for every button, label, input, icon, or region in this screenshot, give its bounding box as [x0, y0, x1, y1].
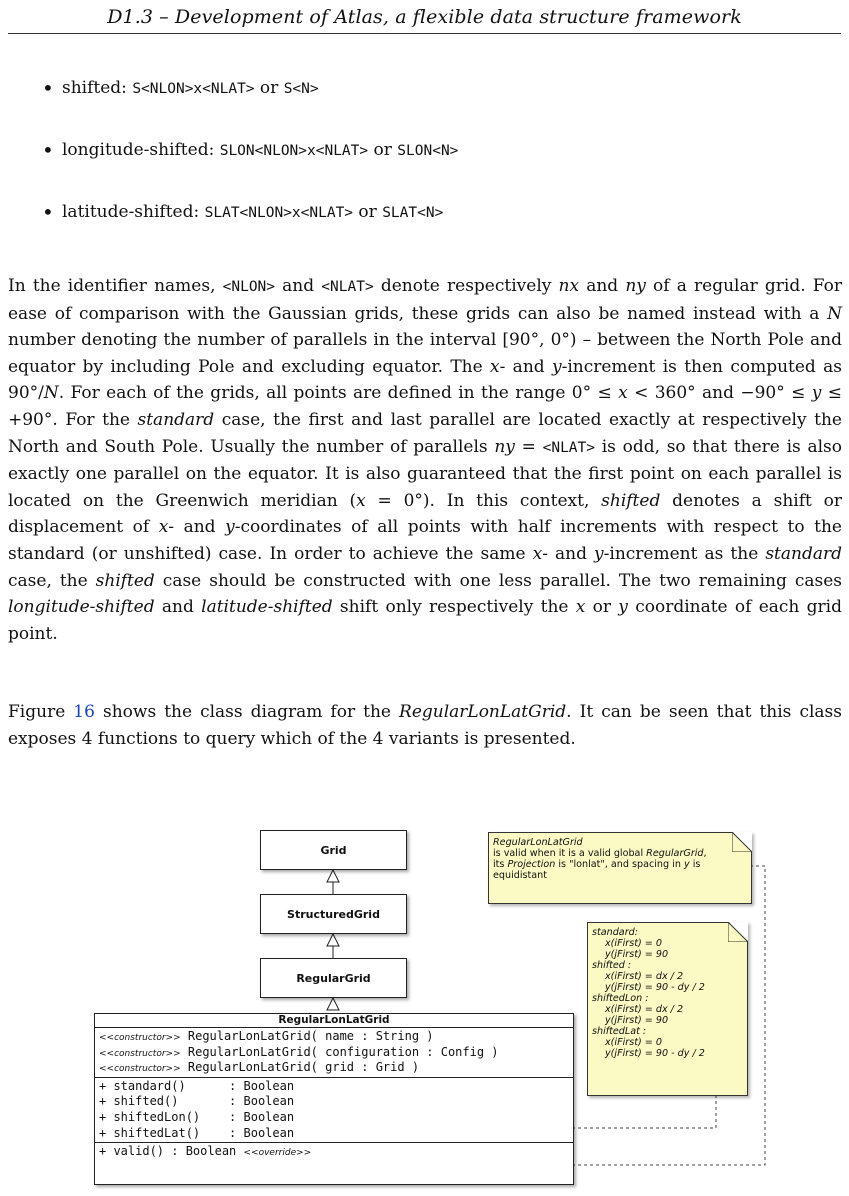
note-text-run: equidistant: [493, 870, 547, 881]
note-emphasis: Projection: [507, 859, 556, 870]
text-run: coordinate of each grid point.: [8, 597, 843, 644]
text-run: -increment is then computed as 90°/: [8, 356, 842, 404]
uml-class-structuredgrid: StructuredGrid: [260, 894, 407, 934]
constructor-row: [99, 1029, 573, 1045]
bullet-code: S<NLON>x<NLAT>: [132, 81, 255, 97]
note-line: x(iFirst) = dx / 2: [605, 1004, 684, 1015]
text-run: is odd, so that there is also exactly one parallel on the equator. It is also guaranteed that the first point on each parallel is located on the Greenwich meridian (: [8, 436, 842, 511]
math-var: x: [575, 597, 586, 618]
text-run: . For each of the grids, all points are defined in the range 0° ≤: [58, 383, 619, 404]
bullet-code: SLON<NLON>x<NLAT>: [219, 143, 369, 159]
constructor-row: [99, 1045, 573, 1061]
stereotype: <<constructor>>: [99, 1033, 181, 1043]
note-line: x(iFirst) = 0: [605, 938, 662, 949]
math-var: ny: [494, 436, 515, 457]
text-run: number denoting the number of parallels in the interval [90°, 0°) – between the North Pole and equator by including Pole and excluding equator. The: [8, 330, 842, 377]
bullet-sep: or: [254, 78, 284, 98]
text-run: shift only respectively the: [332, 597, 576, 618]
math-var: y: [811, 383, 822, 404]
note-text-run: is: [689, 859, 701, 870]
note-dogear-icon: [728, 922, 748, 942]
text-run: -coordinates of all points with half increments with respect to the standard (or unshifted) case. In order to achieve the same: [8, 517, 842, 564]
bullet-sep: or: [368, 140, 398, 160]
note-line: y(jFirst) = 90 - dy / 2: [605, 1048, 705, 1059]
inheritance-arrowhead: [327, 934, 339, 946]
inline-code: <NLAT>: [542, 439, 595, 456]
method-row: [99, 1144, 573, 1160]
class-name: RegularLonLatGrid: [95, 1014, 573, 1028]
text-run: denote respectively: [373, 276, 559, 296]
math-var: N: [43, 383, 59, 404]
override-section: [95, 1143, 573, 1161]
math-var: x: [356, 490, 366, 511]
note-heading: shifted :: [592, 960, 632, 971]
text-run: In the identifier names,: [8, 276, 223, 296]
text-run: = 0°). In this context,: [365, 490, 602, 511]
text-run: denotes a shift or displacement of: [8, 490, 843, 538]
inheritance-arrowhead: [327, 998, 339, 1010]
text-run: shows the class diagram for the: [94, 702, 400, 722]
note-text: [592, 927, 705, 1059]
note-heading: shiftedLat :: [592, 1026, 647, 1037]
math-var: x: [618, 383, 628, 404]
emphasis: longitude-shifted: [8, 597, 155, 618]
text-run: and: [154, 597, 202, 618]
figure-reference-link[interactable]: 16: [73, 702, 95, 722]
text-run: and: [579, 276, 626, 296]
text-run: ≤ +90°. For the: [8, 383, 843, 430]
signature: RegularLonLatGrid( configuration : Config ): [180, 1044, 499, 1059]
note-emphasis: y: [683, 859, 690, 870]
method-row: + shiftedLon() : Boolean: [99, 1109, 295, 1124]
math-var: y: [618, 597, 628, 618]
emphasis: shifted: [95, 570, 155, 591]
note-heading: shiftedLon :: [592, 993, 649, 1004]
text-run: of a regular grid. For ease of comparison with the Gaussian grids, these grids can also be named instead with a: [8, 276, 842, 324]
note-line: y(jFirst) = 90: [605, 1015, 669, 1026]
running-title: D1.3 – Development of Atlas, a flexible data structure framework: [107, 6, 742, 28]
uml-class-regulargrid: RegularGrid: [260, 958, 407, 998]
inline-code: <NLAT>: [321, 279, 374, 295]
emphasis: standard: [137, 409, 215, 430]
bullet-label: latitude-shifted:: [62, 202, 205, 222]
text-run: -increment as the: [603, 543, 766, 564]
math-var: x: [532, 543, 543, 564]
uml-class-grid: Grid: [260, 830, 407, 870]
math-var: ny: [625, 276, 646, 296]
math-var: y: [225, 517, 235, 538]
text-run: and: [275, 276, 322, 296]
math-var: x: [490, 356, 500, 377]
inheritance-arrowhead: [327, 870, 339, 882]
text-run: case, the first and last parallel are located exactly at respectively the North and South Pole. Usually the number of parallels: [8, 409, 842, 457]
method-row: + standard() : Boolean: [99, 1078, 295, 1093]
text-run: . It can be seen that this class exposes 4 functions to query which of the 4 variants is presented.: [8, 702, 842, 749]
bullet-code: SLON<N>: [397, 143, 459, 159]
note-line: y(jFirst) = 90: [605, 949, 669, 960]
math-var: y: [551, 356, 562, 377]
emphasis: latitude-shifted: [201, 597, 333, 618]
method-row: + shifted() : Boolean: [99, 1094, 295, 1109]
math-var: x: [158, 517, 169, 538]
stereotype: <<constructor>>: [99, 1048, 181, 1059]
math-var: nx: [558, 276, 580, 296]
uml-class-regularlonlatgrid: [94, 1013, 574, 1185]
emphasis: standard: [765, 543, 842, 564]
note-heading: standard:: [592, 927, 638, 938]
math-var: N: [827, 303, 842, 324]
text-run: case, the: [8, 570, 96, 591]
emphasis: RegularLonLatGrid: [399, 702, 567, 722]
method-row: + shiftedLat() : Boolean: [99, 1125, 295, 1140]
uml-note-validity: [488, 832, 752, 904]
signature: RegularLonLatGrid( grid : Grid ): [180, 1060, 420, 1075]
note-line: y(jFirst) = 90 - dy / 2: [605, 982, 705, 993]
bullet-code: SLAT<N>: [382, 205, 444, 221]
note-line: x(iFirst) = 0: [605, 1037, 662, 1048]
note-anchor-dashed: [572, 1094, 716, 1128]
bullet-label: shifted:: [62, 78, 133, 98]
signature: RegularLonLatGrid( name : String ): [180, 1029, 434, 1043]
text-run: case should be constructed with one less parallel. The two remaining cases: [154, 570, 842, 591]
bullet-code: SLAT<NLON>x<NLAT>: [204, 205, 354, 221]
text-run: - and: [499, 356, 552, 377]
bullet-code: S<N>: [283, 81, 319, 97]
stereotype: <<constructor>>: [99, 1064, 181, 1075]
note-line: x(iFirst) = dx / 2: [605, 971, 684, 982]
inline-code: <NLON>: [222, 279, 276, 295]
text-run: - and: [168, 517, 226, 538]
constructor-section: [95, 1028, 573, 1078]
note-text: [493, 837, 737, 881]
constructor-row: [99, 1060, 573, 1076]
stereotype: <<override>>: [243, 1148, 312, 1159]
method-section: [95, 1078, 573, 1143]
math-var: y: [594, 543, 604, 564]
text-run: Figure: [8, 702, 74, 722]
text-run: - and: [542, 543, 595, 564]
text-run: or: [585, 597, 619, 618]
note-text-run: is "lonlat", and spacing in: [555, 859, 684, 870]
uml-note-first-points: [587, 922, 748, 1096]
bullet-sep: or: [353, 202, 383, 222]
bullet-label: longitude-shifted:: [62, 140, 220, 160]
note-text-run: is valid when it is a valid global: [493, 848, 647, 859]
note-title: RegularLonLatGrid: [493, 837, 583, 848]
text-run: =: [514, 436, 543, 457]
note-text-run: ,: [703, 848, 707, 859]
note-emphasis: RegularGrid: [646, 848, 704, 859]
signature: + valid() : Boolean: [99, 1144, 244, 1159]
note-text-run: its: [493, 859, 508, 870]
text-run: < 360° and −90° ≤: [627, 383, 812, 404]
emphasis: shifted: [601, 490, 661, 511]
